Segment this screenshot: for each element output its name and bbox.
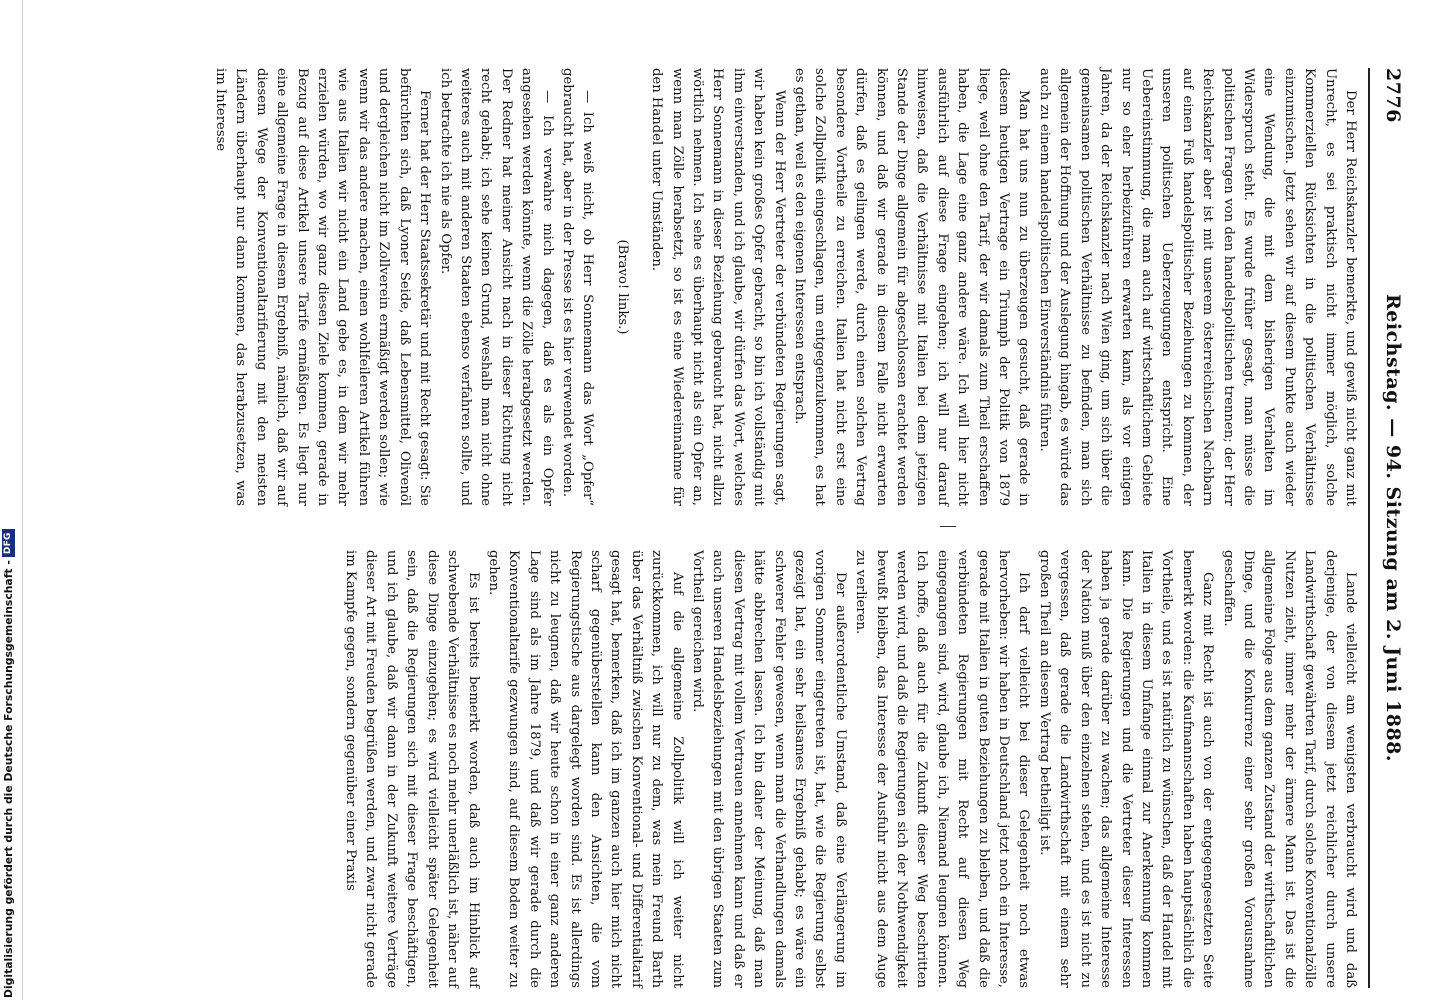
paragraph: Ich darf vielleicht bei dieser Gelegenheit noch etwas hervorheben: wir haben in Deutschland jetzt noch ein Interesse, gerade mit Italien in guten Beziehungen zu bleiben, und daß die verbündeten Regierungen mit Recht auf diesen Weg eingegangen sind, wird, glaube ich, Niemand leugnen können. Ich hoffe, daß auch für die Zukunft dieser Weg beschritten werden wird, und daß die Regierungen sich der Nothwendigkeit bewußt bleiben, das Interesse der Ausfuhr nicht aus dem Auge zu verlieren. [853,550,1032,988]
rotated-page-content [104,68,1404,988]
paragraph: Lande vielleicht am wenigsten verbraucht wird und daß derjenige, der von diesem jetzt reichlicher durch unsere Landwirthschaft gewährten Tarif, durch solche Konventionalzölle Nutzen zieht, immer mehr der ärmere Mann ist. Das ist die allgemeine Folge aus dem ganzen Zustand der wirthschaftlichen Dinge, und die Konkurrenz einer sehr großen Vorausnahme geschaffen. [1220,550,1358,988]
interjection: (Bravo! links.) [614,239,630,335]
running-head: Reichstag. — 94. Sitzung am 2. Juni 1888. [1382,293,1404,763]
paragraph: — Ich verwahre mich dagegen, daß es als ein Opfer angesehen werden könnte, wenn die Zölle herabgesetzt werden. Der Redner hat meiner Ansicht nach in dieser Richtung nicht recht gehabt; ich sehe keinen Grund, weshalb man nicht ohne weiteres auch mit anderen Staaten ebenso verfahren sollte, und ich betrachte ich nie als Opfer. [437,68,555,506]
header-rule [1368,68,1370,988]
page-number: 2776 [1382,68,1404,123]
paragraph: Man hat uns nun zu überzeugen gesucht, daß gerade in diesem heutigen Vertrage ein Triumph der Politik von 1879 liege, weil ohne den Tarif, der wir damals zum Theil erschaffen haben, die Lage eine ganz andere wäre. Ich will hier nicht ausführlich auf diese Frage eingehen; ich will nur darauf hinweisen, daß die Verhältnisse mit Italien bei dem jetzigen Stande der Dinge allgemein für abgeschlossen erachtet werden können, und daß wir gerade in diesem Falle nicht erwarten dürfen, daß es gelingen werde, durch einen solchen Vertrag besondere Vortheile zu erreichen. Italien hat nicht erst eine solche Zollpolitik eingeschlagen, um entgegenzukommen, es hat es gethan, weil es den eigenen Interessen entsprach. [792,68,1032,506]
digitization-credit [2,529,15,998]
right-column [340,550,1360,988]
credit-text: Digitalisierung gefördert durch die Deutsche Forschungsgemeinschaft - [2,560,15,998]
paragraph: Wenn der Herr Vertreter der verbündeten Regierungen sagt, wir haben kein großes Opfer gebracht, so bin ich vollständig mit ihm einverstanden, und ich glaube, wir dürfen das Wort, welches Herr Sonnemann in dieser Beziehung gebraucht hat, nicht allzu wörtlich nehmen. Ich sehe es überhaupt nicht als ein Opfer an, wenn man Zölle herabsetzt, so ist es eine Wiedereinnahme für den Handel unter Umständen. [649,68,787,506]
paragraph: Ferner hat der Herr Staatssekretär und mit Recht gesagt: Sie befürchten sich, daß Lyoner Seide, daß Lebensmittel, Olivenöl und dergleichen nicht im Zollverein ermäßigt werden sollen; wie wenn wir das andere machen, einen wohlfeileren Artikel führen wie aus Italien wir nicht ein Land gebe es, in dem wir mehr erzielen würden, wo wir ganz diesen Ziele kommen, gerade in Bezug auf diese Artikel unsere Tarife ermäßigen. Es liegt nur eine allgemeine Frage in diesem Ergebniß, nämlich, daß wir auf diesem Wege der Konventionaltarifierung mit den meisten Ländern überhaupt nur dann kommen, das herabzusetzen, was im Interesse [213,68,433,506]
paragraph: Ganz mit Recht ist auch von der entgegengesetzten Seite bemerkt worden: die Kaufmannschaften haben hauptsächlich die Vortheile, und es ist natürlich zu wünschen, daß der Handel mit Italien in diesem Umfange einmal zur Anerkennung kommen kann. Die Regierungen und die Vertreter dieser Interessen haben ja gerade darüber zu wachen; das allgemeine Interesse der Nation muß über den einzelnen stehen, und es ist nicht zu vergessen, daß gerade die Landwirthschaft mit einem sehr großen Theil an diesem Vertrag betheiligt ist. [1036,550,1216,988]
paragraph: — Ich weiß nicht, ob Herr Sonnemann das Wort „Opfer“ gebraucht hat, aber in der Presse ist es hier verwendet worden. [559,68,596,506]
page-header [1374,68,1404,988]
dfg-logo: DFG [2,529,15,557]
paragraph: Es ist bereits bemerkt worden, daß auch im Hinblick auf schwebende Verhältnisse es noch mehr unerläßlich ist, näher auf diese Dinge einzugehen; es wird vielleicht später Gelegenheit sein, daß die Regierungen sich mit dieser Frage beschäftigen, und ich glaube, daß wir dann in der Zukunft weitere Verträge dieser Art mit Freuden begrüßen werden, und zwar nicht gerade im Kampfe gegen, sondern gegenüber einer Praxis [343,550,481,988]
paragraph: Auf die allgemeine Zollpolitik will ich weiter nicht zurückkommen, ich will nur zu dem, was mein Freund Barth über das Verhältniß zwischen Konventional- und Differentialtarif gesagt hat, bemerken, daß ich im ganzen auch hier mich nicht scharf gegenüberstellen kann den Ansichten, die vom Regierungstische aus dargelegt worden sind. Es ist allerdings nicht zu leugnen, daß wir heute schon in einer ganz anderen Lage sind als im Jahre 1879, und daß wir gerade durch die Konventionaltarife gezwungen sind, auf diesem Boden weiter zu gehen. [485,550,685,988]
credit-divider [22,0,23,1000]
paragraph: Der Herr Reichskanzler bemerkte, und gewiß nicht ganz mit Unrecht, es sei praktisch nicht immer möglich, solche Kommerziellen Rücksichten in die politischen Verhältnisse einzumischen. Jetzt sehen wir auf diesem Punkte auch wieder eine Wendung, die mit dem bisherigen Verhalten im Widerspruch steht. Es wurde früher gesagt, man müsse die politischen Fragen von den handelspolitischen trennen; der Herr Reichskanzler aber ist mit unserem österreichischen Nachbarn auf einen Fuß handelspolitischer Beziehungen zu kommen, der unseren politischen Ueberzeugungen entspricht. Eine Uebereinstimmung, die man auch auf wirtschaftlichem Gebiete nur so eher herbeizuführen erwarten kann, als vor einigen Jahren, da der Reichskanzler nach Wien ging, um sich über die gemeinsamen politischen Verhältnisse zu befinden, man sich allgemein der Hoffnung und der Auslegung hingab, es würde das auch zu einem handelspolitischen Einverständnis führen. [1036,68,1358,506]
left-column [210,68,1360,506]
column-divider-mark [940,526,956,527]
paragraph: Der außerordentliche Umstand, daß eine Verlängerung im vorigen Sommer eingetreten ist, hat, wie die Regierung selbst gezeigt hat, ein sehr heilsames Ergebniß gehabt; es wäre ein schwerer Fehler gewesen, wenn man die Verhandlungen damals hätte abbrechen lassen. Ich bin daher der Meinung, daß man diesen Vertrag mit vollem Vertrauen annehmen kann und daß er auch unseren Handelsbeziehungen mit den übrigen Staaten zum Vortheil gereichen wird. [690,550,848,988]
